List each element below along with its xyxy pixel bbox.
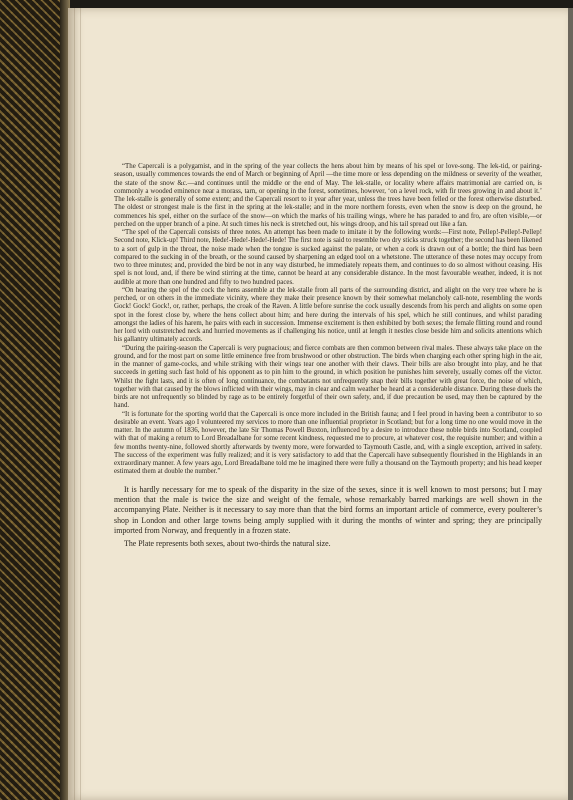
gutter-line — [80, 8, 81, 800]
quote-paragraph-5: “It is fortunate for the sporting world that the Capercali is once more included in the British fauna; and I feel proud in having been a contributor to so desirable an event. Years ago I volunteered my services to more than one influential proprietor in Scotland; but for a long time no one would move in the matter. In the autumn of 1836, however, the late Sir Thomas Powell Buxton, influenced by a desire to introduce these noble birds into Scotland, coupled with that of making a return to Lord Breadalbane for some recent kindness, requested me to procure, at whatever cost, the requisite number; and within a few months twenty-nine, followed shortly afterwards by twenty more, were forwarded to Taymouth Castle, and, with a single exception, arrived in safety. The success of the experiment was fully realized; and it is very satisfactory to add that the Capercali have subsequently flourished in the Highlands in an extraordinary manner. A few years ago, Lord Breadalbane told me he imagined there were fully a thousand on the Taymouth property; and his head keeper estimated them at double the number.” — [114, 410, 542, 476]
body-paragraph-1: It is hardly necessary for me to speak of the disparity in the size of the sexes, since it is well known to most persons; but I may mention that the male is twice the size and weight of the female, whose remarkably barred markings are well shown in the accompanying Plate. Neither is it necessary to say more than that the bird forms an important article of commerce, every poulterer’s shop in London and other large towns being amply supplied with it during the months of winter and spring; they are principally imported from Norway, and frequently in a frozen state. — [114, 484, 542, 536]
page-edge — [568, 8, 573, 800]
quote-paragraph-4: “During the pairing-season the Capercali is very pugnacious; and fierce combats are then common between rival males. These always take place on the ground, and for the most part on some little eminence free from brushwood or other obstruction. The birds when charging each other spring high in the air, in the manner of game-cocks, and while striking with their wings tear one another with their claws. Their bills are also brought into play, and he that succeeds in getting such fast hold of his opponent as to pin him to the ground, in which position he punishes him severely, usually comes off the victor. Whilst the fight lasts, and it is often of long continuance, the combatants not unfrequently snap their bills together with great force, the noise of which, together with that caused by the blows inflicted with their wings, may in clear and calm weather be heard at a considerable distance. During these duels the birds are not unfrequently so blinded by rage as to be entirely forgetful of their own safety, and, if due precaution be used, may then be captured by the hand. — [114, 344, 542, 410]
quote-paragraph-3: “On hearing the spel of the cock the hens assemble at the lek-stalle from all parts of the surrounding district, and alight on the very tree where he is perched, or on others in the immediate vicinity, where they make their presence known by their somewhat melancholy call-note, resembling the words Gock! Gock! Gock!, or, rather, perhaps, the croak of the Raven. A little before sunrise the cock usually descends from his perch and alights on some open spot in the forest close by, where the hens collect about him; and here during the intervals of his spel, which he still continues, and whilst parading amongst the ladies of his harem, he pairs with each in succession. Immense excitement is then exhibited by both sexes; the female flitting round and round her lord with outstretched neck and hurried movements as if challenging his notice, until at length it nestles close beside him and solicits attentions which his gallantry ultimately accords. — [114, 286, 542, 344]
quote-paragraph-2: “The spel of the Capercali consists of three notes. An attempt has been made to imitate it by the following words:—First note, Pellep!-Pellep!-Pellep! Second note, Klick-up! Third note, Hede!-Hede!-Hede!-Hede! The first note is said to resemble two dry sticks struck together; the second has been likened to a sort of gulp in the throat, the noise made when the tongue is sucked against the palate, or when a cork is drawn out of a bottle; the third has been compared to the sucking in of the breath, or the sound caused by sharpening an edged tool on a whetstone. The utterance of these notes may occupy from two to three minutes; and, provided the bird be not in any way disturbed, he immediately repeats them, and continues to do so almost without ceasing. His spel is not loud, and, if there be wind stirring at the time, cannot be heard at any considerable distance. In the most favourable weather, indeed, it is not audible at more than one hundred and fifty to two hundred paces. — [114, 229, 542, 286]
quote-paragraph-1: “The Capercali is a polygamist, and in the spring of the year collects the hens about him by means of his spel or love-song. The lek-tid, or pairing-season, usually commences towards the end of March or beginning of April —the time more or less depending on the mildness or severity of the weather, the state of the snow &c.—and continues until the middle or the end of May. The lek-stalle, or locality where affairs matrimonial are carried on, is commonly a wooded eminence near a morass, tarn, or opening in the forest, sometimes, however, ‘on a level rock, with fir trees growing in and about it.’ The lek-stalle is generally of some extent; and the Capercali resort to it year after year, unless the trees have been felled or the forest otherwise disturbed. The oldest or strongest male is the first in the spring at the lek-stalle; and in the more northern forests, even when the snow is deep on the ground, he commences his spel, either on the surface of the snow—on which the marks of his trailing wings, where he has paraded to and fro, are often visible,—or perched on the upper branch of a pine. At such times his neck is stretched out, his wings droop, and his tail spread out like a fan. — [114, 163, 542, 228]
decorative-binding — [0, 0, 66, 800]
gutter-line — [74, 8, 75, 800]
body-paragraph-2: The Plate represents both sexes, about two-thirds the natural size. — [124, 538, 331, 548]
page-text — [114, 163, 542, 549]
book-page — [68, 8, 568, 800]
